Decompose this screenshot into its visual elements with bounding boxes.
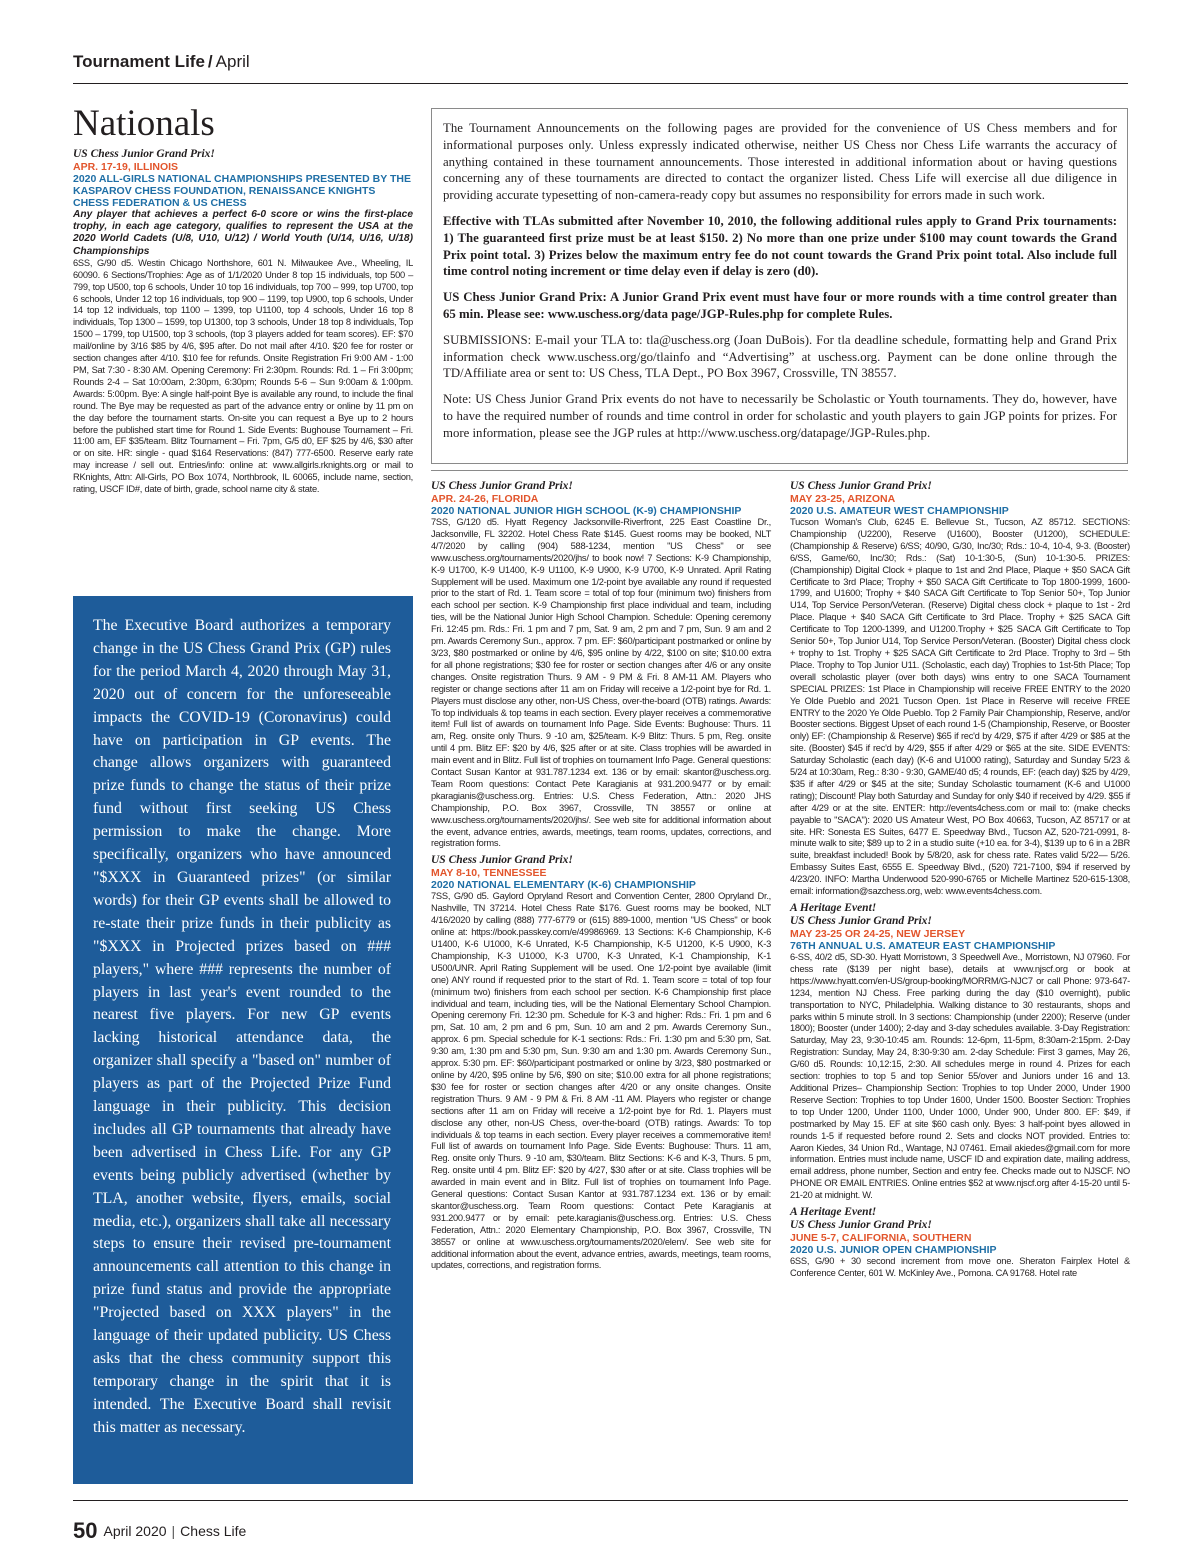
- event-date: APR. 24-26, FLORIDA: [431, 493, 539, 505]
- event-date: MAY 23-25, ARIZONA: [790, 493, 896, 505]
- event-date: JUNE 5-7, CALIFORNIA, SOUTHERN: [790, 1232, 972, 1245]
- running-header: [73, 52, 1128, 84]
- event-date: APR. 17-19, ILLINOIS: [73, 161, 179, 173]
- event-details: 7SS, G/120 d5. Hyatt Regency Jacksonville-Riverfront, 225 East Coastline Dr., Jacksonville, FL 32202. Hotel Chess Rate $145. Guest rooms may be booked, NLT 4/7/2020 by calling (904) 588-1234, mention "US Chess" or see www.uschess.org/tournaments/2020/jhs/ to book now! 7 Sections: K-9 Championship, K-9 U1700, K-9 U1400, K-9 U1100, K-9 U900, K-9 U700, K-9 Unrated. April Rating Supplement will be used. Maximum one 1/2-point bye available any round if requested prior to the start of Rd. 1. Team score = total of top four (minimum two) finishers from each school per section. K-9 Championship first place individual and team, including ties, will be the National Junior High School Champion. Schedule: Opening ceremony Fri. 12:45 pm. Rds.: Fri. 1 pm and 7 pm, Sat. 9 am, 2 pm and 7 pm, Sun. 9 am and 2 pm. Awards Ceremony Sun., approx. 7 pm. EF: $60/participant postmarked or online by 3/23, $80 postmarked or online by 4/6, $95 online by 4/22, $100 on site; $10.00 extra for all phone registrations; $30 fee for roster or section changes after 4/6 or any onsite changes. Onsite registration Thurs. 9 AM - 9 PM & Fri. 8 AM-11 AM. Players who register or change sections after 11 am on Friday will receive a 1/2-point bye for Rd. 1. Players must disclose any other, non-US Chess, over-the-board (OTB) ratings. Awards: To top individuals & top teams in each section. Every player receives a commemorative item! Full list of awards on tournament Info Page. Side Events: Bughouse: Thurs. 11 am, Reg. onsite only Thurs. 9 -10 am, $25/team. K-9 Blitz: Thurs. 5 pm, Reg. onsite until 4 pm. Blitz EF: $20 by 4/6, $25 after or at site. Class trophies will be awarded in main event and in Blitz. Full list of trophies on tournament Info Page. General questions: Contact Susan Kantor at 931.787.1234 ext. 136 or by email: skantor@uschess.org. Team Room questions: Contact Pete Karagianis at 931.200.9477 or by email: pkaragianis@uschess.org. Entries: U.S. Chess Federation, Attn.: 2020 JHS Championship, P.O. Box 3967, Crossville, TN 38557 or online at www.uschess.org/tournaments/2020/jhs/. See web site for additional information about the event, advance entries, awards, meetings, team rooms, updates, corrections, and registration forms.: [431, 517, 771, 849]
- event-qualifier-note: Any player that achieves a perfect 6-0 score or wins the first-place trophy, in each age category, qualifies to represent the USA at the 2020 World Cadets (U/8, U10, U/12) / World Youth (U/14, U/16, U/18) Championships: [73, 209, 413, 257]
- event-details: 6SS, G/90 + 30 second increment from move one. Sheraton Fairplex Hotel & Conference Center, 601 W. McKinley Ave., Pomona. CA 91768. Hotel rate: [790, 1256, 1130, 1278]
- header-section: Tournament Life: [73, 52, 205, 71]
- divider: [431, 470, 1128, 471]
- tla-info-box: [431, 108, 1128, 464]
- event-label: US Chess Junior Grand Prix!: [790, 1219, 932, 1232]
- event-amateur-east: [790, 902, 1130, 1202]
- event-title: 2020 NATIONAL ELEMENTARY (K-6) CHAMPIONSHIP: [431, 879, 696, 892]
- issue-date: April 2020: [103, 1523, 167, 1539]
- right-column: [790, 480, 1130, 1284]
- tla-grand-prix-rules: Effective with TLAs submitted after November 10, 2010, the following additional rules apply to Grand Prix tournaments: 1) The guaranteed first prize must be at least $150. 2) No more than one prize under $100 may count towards the Grand Prix point total. 3) Prizes below the maximum entry fee do not count towards the Grand Prix point total. Also include full time control noting increment or time delay even if delay is zero (d0).: [443, 213, 1117, 279]
- event-title: 2020 U.S. JUNIOR OPEN CHAMPIONSHIP: [790, 1244, 997, 1257]
- event-label: US Chess Junior Grand Prix!: [431, 480, 573, 492]
- event-date: MAY 23-25 OR 24-25, NEW JERSEY: [790, 928, 966, 940]
- magazine-name: Chess Life: [180, 1523, 247, 1539]
- event-date: MAY 8-10, TENNESSEE: [431, 867, 547, 880]
- notice-text: The Executive Board authorizes a temporary change in the US Chess Grand Prix (GP) rules for the period March 4, 2020 through May 31, 2020 out of concern for the unforeseeable impacts the COVID-19 (Coronavirus) could have on participation in GP events. The change allows organizers with guaranteed prize funds to change the status of their prize fund without first seeking US Chess permission to make the change. More specifically, organizers who have announced "$XXX in Guaranteed prizes" (or similar words) for their GP events shall be allowed to re-state their prize funds in their publicity as "$XXX in Projected prizes based on ### players," where ### represents the number of players in last year's event rounded to the nearest five players. For new GP events lacking historical attendance data, the organizer shall specify a "based on" number of players as part of the Projected Prize Fund language in their publicity. This decision includes all GP tournaments that already have been advertised in Chess Life. For any GP events being publicly advertised (whether by TLA, another website, flyers, emails, social media, etc.), organizers shall take all necessary steps to ensure their revised pre-tournament announcements call attention to this change in prize fund status and provide the appropriate "Projected based on XXX players" in the language of their updated publicity. US Chess asks that the chess community support this temporary change in the spirit that it is intended. The Executive Board shall revisit this matter as necessary.: [93, 617, 391, 1436]
- section-title: Nationals: [73, 103, 215, 144]
- event-all-girls: [73, 148, 413, 496]
- event-junior-open: [790, 1206, 1130, 1280]
- heritage-label: A Heritage Event!: [790, 902, 877, 914]
- event-details: 6-SS, 40/2 d5, SD-30. Hyatt Morristown, 3 Speedwell Ave., Morristown, NJ 07960. For chess rate ($139 per night base), details at www.njscf.org or book at https://www.hyatt.com/en-US/group-booking/MORRM/G-NJC7 or call Phone: 973-647-1234, mention NJ Chess. Free parking during the day ($10 overnight), public transportation to NYC, Philadelphia. Walking distance to 30 restaurants, shops and parks within 5 minute stroll. In 3 sections: Championship (under 2200); Reserve (under 1800); Booster (under 1400); 2-day and 3-day schedules available. 3-Day Registration: Saturday, May 23, 9:30-10:45 am. Rounds: 12-6pm, 11-5pm, 8:30am-2:15pm. 2-Day Registration: Sunday, May 24, 8:30-9:30 am. 2-day Schedule: First 3 games, May 26, G/60 d5. Rounds: 10,12:15, 2:30. All schedules merge in round 4. Prizes for each section: trophies to top 5 and top Senior 55/over and Juniors under 16 and 13. Additional Prizes– Championship Section: Trophies to top Under 2000, Under 1900 Reserve Section: Trophies to top Under 1600, Under 1500. Booster Section: Trophies to top Under 1200, Under 1100, Under 1000, Under 900, Under 800. EF: $49, if postmarked by May 15. EF at site $60 cash only. Byes: 3 half-point byes allowed in rounds 1-5 if requested before round 2. Sets and clocks NOT provided. Entries to: Aaron Kiedes, 34 Union Rd., Wantage, NJ 07461. Email akiedes@gmail.com for more information. Entries must include name, USCF ID and expiration date, mailing address, email address, phone number, Section and entry fee. Checks made out to NJSCF. NO PHONE OR EMAIL ENTRIES. Online entries $52 at www.njscf.org after 4-15-20 until 5-21-20 at midnight. W.: [790, 952, 1130, 1201]
- tla-submissions: SUBMISSIONS: E-mail your TLA to: tla@uschess.org (Joan DuBois). For tla deadline schedule, formatting help and Grand Prix information check www.uschess.org/go/tlainfo and “Advertising” at uschess.org. Payment can be done online through the TD/Affiliate area or sent to: US Chess, TLA Dept., PO Box 3967, Crossville, TN 38557.: [443, 332, 1117, 381]
- event-junior-high: [431, 480, 771, 850]
- event-title: 2020 ALL-GIRLS NATIONAL CHAMPIONSHIPS PRESENTED BY THE KASPAROV CHESS FOUNDATION, RENAISSANCE KNIGHTS CHESS FEDERATION & US CHESS: [73, 173, 411, 209]
- page-number: 50: [73, 1518, 98, 1543]
- middle-column: [431, 480, 771, 1276]
- executive-board-notice: [73, 596, 413, 1484]
- left-column: [73, 104, 413, 500]
- event-details: 6SS, G/90 d5. Westin Chicago Northshore, 601 N. Milwaukee Ave., Wheeling, IL 60090. 6 Sections/Trophies: Age as of 1/1/2020 Under 8 top 15 individuals, top 500 – 799, top U500, top 6 schools, Under 10 top 16 individuals, top 700 – 999, top U700, top 6 schools, Under 12 top 16 individuals, top 900 – 1199, top U900, top 6 schools, Under 14 top 12 individuals, top 1100 – 1399, top U1100, top 4 schools, Under 16 top 8 individuals, Top 1300 – 1599, top U1300, top 3 schools, Under 18 top 8 individuals, Top 1500 – 1799, top U1500, top 3 schools, (top 3 players added for team scores). EF: $70 mail/online by 3/16 $85 by 4/6, $95 after. Do not mail after 4/10. $20 fee for roster or section changes after 4/10. $10 fee for refunds. Onsite Registration Fri 9:00 AM - 1:00 PM, Sat 7:30 - 8:30 AM. Opening Ceremony: Fri 2:30pm. Rounds: Rd. 1 – Fri 3:00pm; Rounds 2-4 – Sat 10:00am, 2:30pm, 6:30pm; Rounds 5-6 – Sun 9:00am & 1:00pm. Awards: 5:00pm. Bye: A single half-point Bye is available any round, to include the final round. The Bye may be requested as part of the advance entry or online by 11 pm on the day before the tournament starts. On-site you can request a Bye up to 2 hours before the published start time for Round 1. Side Events: Bughouse Tournament – Fri. 11:00 am, EF $35/team. Blitz Tournament – Fri. 7pm, G/5 d0, EF $25 by 4/6, $30 after or on site. HR: single - quad $164 Reservations: (847) 777-6500. Reserve early rate may increase / sell out. Entries/info: online at: www.allgirls.rknights.org or mail to RKnights, Attn: All-Girls, PO Box 1074, Northbrook, IL 60065, include name, section, rating, USCF ID#, date of birth, grade, school name city & state.: [73, 257, 413, 495]
- event-details: 7SS, G/90 d5. Gaylord Opryland Resort and Convention Center, 2800 Opryland Dr., Nashville, TN 37214. Hotel Chess Rate $176. Guest rooms may be booked, NLT 4/16/2020 by calling (888) 777-6779 or (615) 889-1000, mention "US Chess" or book online at: https://book.passkey.com/e/49986969. 13 Sections: K-6 Championship, K-6 U1400, K-6 U1000, K-6 Unrated, K-5 Championship, K-5 U1200, K-5 U900, K-3 Championship, K-3 U1000, K-3 U700, K-3 Unrated, K-1 Championship, K-1 U500/UNR. April Rating Supplement will be used. One 1/2-point bye available (limit one) ANY round if requested prior to the start of Rd. 1. Team score = total of top four (minimum two) finishers from each school per section. K-6 Championship first place individual and team, including ties, will be the National Elementary School Champion. Opening ceremony Fri. 12:30 pm. Schedule for K-3 and higher: Rds.: Fri. 1 pm and 6 pm, Sat. 10 am, 2 pm and 6 pm, Sun. 10 am and 2 pm. Awards Ceremony Sun., approx. 6 pm. Special schedule for K-1 sections: Rds.: Fri. 1:30 pm and 5:30 pm, Sat. 9:30 am, 1:30 pm and 5:30 pm, Sun. 9:30 am and 1:30 pm. Awards Ceremony Sun., approx. 5:30 pm. EF: $60/participant postmarked or online by 3/23, $80 postmarked or online by 4/20, $95 online by 5/6, $90 on site; $10.00 extra for all phone registrations; $30 fee for roster or section changes after 4/20 or any onsite changes. Onsite registration Thurs. 9 AM - 9 PM & Fri. 8 AM -11 AM. Players who register or change sections after 11 am on Friday will receive a 1/2-point bye for Rd. 1. Players must disclose any other, non-US Chess, over-the-board (OTB) ratings. Awards: To top individuals & top teams in each section. Every player receives a commemorative item! Full list of awards on tournament Info Page. Side Events: Bughouse: Thurs. 11 am, Reg. onsite only Thurs. 9 -10 am, $30/team. Blitz Sections: K-6 and K-3, Thurs. 5 pm, Reg. onsite until 4 pm. Blitz EF: $20 by 4/27, $30 after or at site. Class trophies will be awarded in main event and in Blitz. Full list of trophies on tournament Info Page. General questions: Contact Susan Kantor at 931.787.1234 ext. 136 or by email: skantor@uschess.org. Team Room questions: Contact Pete Karagianis at 931.200.9477 or by email: pete.karagianis@uschess.org. Entries: U.S. Chess Federation, Attn.: 2020 Elementary Championship, P.O. Box 3967, Crossville, TN 38557 or online at www.uschess.org/tournaments/2020/elem/. See web site for additional information about the event, advance entries, awards, meetings, team rooms, updates, corrections, and registration forms.: [431, 891, 771, 1271]
- event-title: 76TH ANNUAL U.S. AMATEUR EAST CHAMPIONSHIP: [790, 940, 1056, 952]
- running-footer: [73, 1500, 1128, 1544]
- event-details: Tucson Woman's Club, 6245 E. Bellevue St., Tucson, AZ 85712. SECTIONS: Championship (U2200), Reserve (U1600), Booster (U1200), SCHEDULE: (Championship & Reserve) 6/SS; 40/90, G/30, Inc/30; Rds.: 10-4, 10-4, 9-3. (Booster) 6/SS, Game/60, Inc/30; Rds.: (Sat) 10-1:30-5, (Sun) 10-1:30-5. PRIZES: (Championship) Digital Clock + plaque to 1st and 2nd Place, Plaque + $50 SACA Gift Certificate to 3rd Place; Trophy + $50 SACA Gift Certificate to Top 1800-1999, 1600-1799, and U1600; Trophy + $40 SACA Gift Certificate to Top Senior 50+, Top Junior U14, Top Service Person/Veteran. (Reserve) Digital chess clock + plaque to 1st - 2rd Place. Plaque + $40 SACA Gift Certificate to 3rd Place. Trophy + $25 SACA Gift Certificate to Top 1200-1399, and U1200.Trophy + $25 SACA Gift Certificate to Top Senior 50+, Top Junior U14, Top Service Person/Veteran. (Booster) Digital chess clock + trophy to 1st. Trophy + $25 SACA Gift Certificate to 2rd Place. Trophy to 3rd – 5th Place. Trophy to Top Junior U11. (Scholastic, each day) Trophies to 1st-5th Place; Top overall scholastic player (over both days) wins entry to one SACA Tournament SPECIAL PRIZES: 1st Place in Championship will receive FREE ENTRY to the 2020 Ye Olde Pueblo and 2021 Tucson Open. 1st Place in Reserve will receive FREE ENTRY to the 2020 Ye Olde Pueblo. Top 2 Family Pair Championship, Reserve, and/or Booster sections. Biggest Upset of each round 1-5 (Championship, Reserve, or Booster only) EF: (Championship & Reserve) $65 if rec'd by 4/29, $75 if after 4/29 or $85 at the site. (Booster) $45 if rec'd by 4/29, $55 if after 4/29 or $65 at the site. SIDE EVENTS: Saturday Scholastic (each day) (K-6 and U1000 rating), Saturday and Sunday 5/23 & 5/24 at 10:30am, Reg.: 8:30 - 9:30, GAME/40 d5; 4 rounds, EF: (each day) $25 by 4/29, $35 if after 4/29 or $45 at the site; Sunday Scholastic tournament (K-6 and U1000 rating); Discount! Play both Saturday and Sunday for only $40 if received by 4/29. $55 if after 4/29 or at the site. ENTER: http://events4chess.com or mail to: (make checks payable to "SACA"): 2020 US Amateur West, PO Box 40663, Tucson, AZ 85717 or at site. HR: Sonesta ES Suites, 6477 E. Speedway Blvd., Tucson AZ, 520-721-0991, 8-minute walk to site; $89 up to 2 in a studio suite (+10 ea. for 3-4), $139 up to 6 in a 2BR suite, breakfast included! Book by 5/8/20, ask for chess rate. Rates valid 5/22— 5/26. Embassy Suites East, 6555 E. Speedway Blvd., (520) 721-7100, $94 if reserved by 4/23/20. INFO: Martha Underwood 520-990-6765 or Michelle Martinez 520-615-1308, email: information@sazchess.org, web: www.events4chess.com.: [790, 517, 1130, 897]
- header-month: April: [215, 52, 250, 71]
- event-label: US Chess Junior Grand Prix!: [431, 854, 573, 867]
- header-separator: /: [207, 52, 213, 71]
- event-title: 2020 NATIONAL JUNIOR HIGH SCHOOL (K-9) CHAMPIONSHIP: [431, 505, 742, 517]
- event-label: US Chess Junior Grand Prix!: [73, 148, 215, 160]
- tla-jgp-rules: US Chess Junior Grand Prix: A Junior Grand Prix event must have four or more rounds with a time control greater than 65 min. Please see: www.uschess.org/data page/JGP-Rules.php for complete Rules.: [443, 290, 1117, 321]
- event-amateur-west: [790, 480, 1130, 898]
- tla-note: Note: US Chess Junior Grand Prix events do not have to necessarily be Scholastic or Youth tournaments. They do, however, have to have the required number of rounds and time control in order for scholastic and youth players to gain JGP points for prizes. For more information, please see the JGP rules at http://www.uschess.org/datapage/JGP-Rules.php.: [443, 392, 1117, 440]
- event-label: US Chess Junior Grand Prix!: [790, 480, 932, 492]
- footer-separator: |: [171, 1523, 176, 1539]
- event-label: US Chess Junior Grand Prix!: [790, 915, 932, 927]
- event-elementary: [431, 854, 771, 1272]
- event-title: 2020 U.S. AMATEUR WEST CHAMPIONSHIP: [790, 505, 1009, 517]
- tla-disclaimer: The Tournament Announcements on the following pages are provided for the convenience of US Chess members and for informational purposes only. Unless expressly indicated otherwise, neither US Chess nor Chess Life warrants the accuracy of anything contained in these tournament announcements. Those interested in additional information about or having questions concerning any of these tournaments are directed to contact the organizer listed. Chess Life will exercise all due diligence in providing accurate typesetting of non-camera-ready copy but assumes no responsibility for errors made in such work.: [443, 121, 1117, 203]
- heritage-label: A Heritage Event!: [790, 1206, 877, 1219]
